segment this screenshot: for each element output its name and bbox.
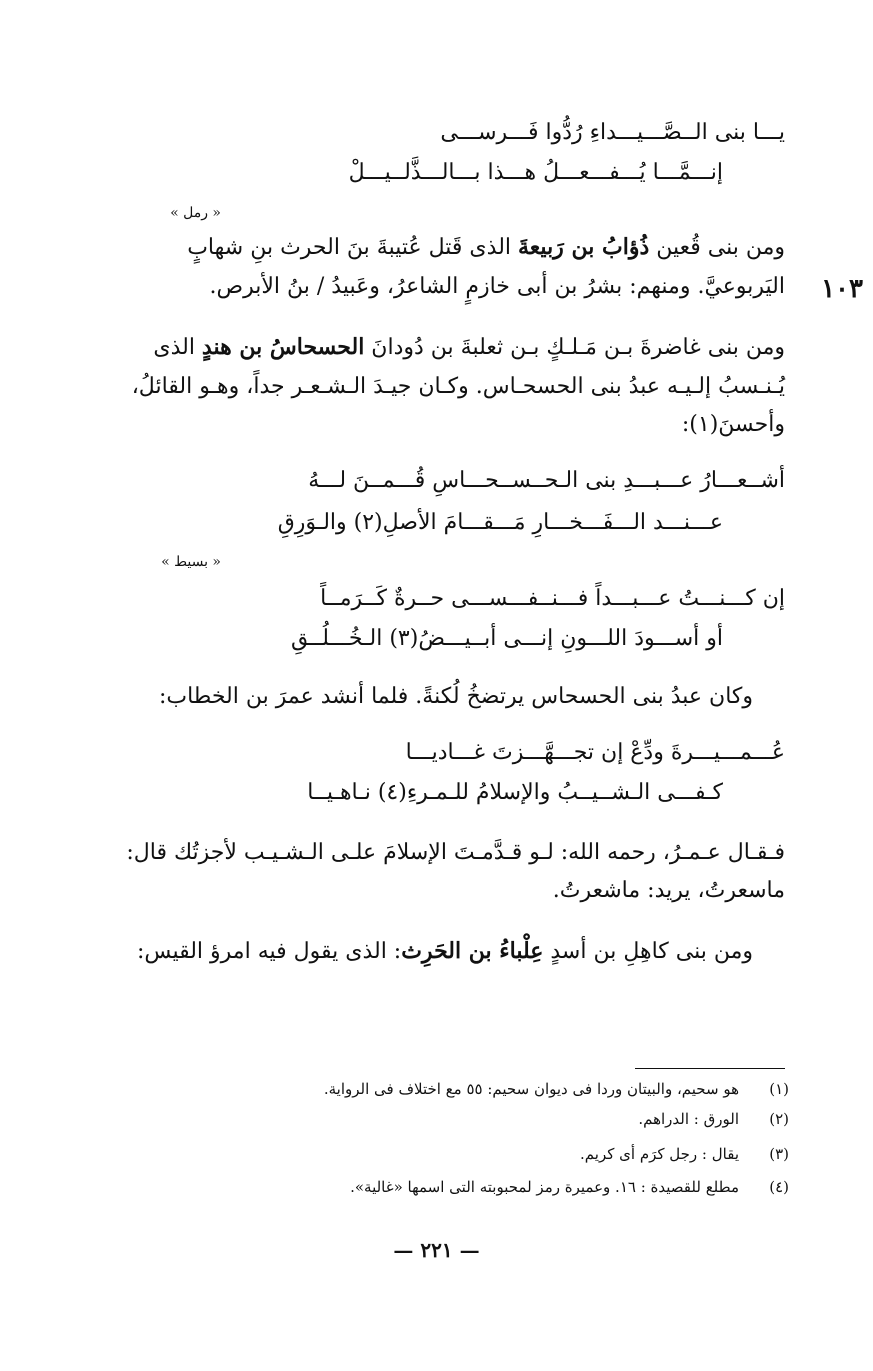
text-run: ومن بنى كاهِلِ بن أسدٍ	[543, 939, 753, 964]
margin-folio-number: ١٠٣	[821, 274, 863, 304]
text-run: : الذى يقول فيه امرؤ القيس:	[137, 939, 402, 964]
verse-line: إنـــمَّـــا يُـــفـــعـــلُ هـــذا بـــالـــذَّلــيـــلْ	[348, 160, 723, 185]
person-name: عِلْباءُ بن الحَرِث	[401, 938, 544, 964]
footnote	[324, 1078, 789, 1100]
footnote-number: (٤)	[769, 1178, 789, 1196]
prose-line: وأحسنَ(١):	[681, 412, 785, 437]
page-number: — ٢٢١ —	[393, 1238, 480, 1262]
text-run: ومن بنى قُعين	[649, 235, 785, 260]
prose-line: ماسعرتُ، يريد: ماشعرتُ.	[552, 878, 785, 903]
prose-line: فـقـال عـمـرُ، رحمه الله: لـو قـدَّمـتَ الإسلامَ علـى الـشـيـب لأجزتُك قال:	[126, 840, 785, 865]
text-run: الذى	[153, 335, 202, 360]
verse-line: كـفـــى الـشــيــبُ والإسلامُ للـمـرءِ(٤) نـاهـيــا	[307, 780, 723, 805]
footnote-text: يقال : رجل كرَم أى كريم.	[580, 1145, 739, 1163]
footnote-number: (٢)	[769, 1110, 789, 1128]
meter-label: « بسيط »	[161, 554, 221, 570]
footnote-number: (٣)	[769, 1145, 789, 1163]
prose-line	[110, 232, 785, 263]
footnote-text: الورق : الدراهم.	[638, 1110, 739, 1128]
footnote-text: مطلع للقصيدة : ١٦. وعميرة رمز لمحبوبته التى اسمها «غالية».	[350, 1178, 739, 1196]
verse-line: عُـــمـــيـــرةَ ودِّعْ إن تجـــهَّـــزتَ غـــاديـــا	[405, 740, 785, 765]
text-run: الذى قَتل عُتيبةَ بنَ الحرث بنِ شهابٍ	[187, 235, 519, 260]
prose-line: اليَربوعيَّ. ومنهم: بشرُ بن أبى خازمٍ الشاعرُ، وعَبيدُ / بنُ الأبرص.	[209, 274, 785, 299]
text-run: ومن بنى غاضرةَ بـن مَـلـكٍ بـن ثعلبةَ بن دُودانَ	[364, 335, 785, 360]
verse-line: أشــعـــارُ عـــبـــدِ بنى الـحــســحـــاسِ قُـــمــنَ لـــهُ	[308, 468, 785, 493]
meter-label: « رمل »	[170, 205, 221, 221]
verse-line: إن كـــنـــتُ عـــبـــداً فـــنــفـــســـى حــرةٌ كَــرَمــاً	[320, 586, 785, 611]
prose-line	[110, 332, 785, 363]
footnote-number: (١)	[769, 1080, 789, 1098]
person-name: ذُؤابُ بن رَبيعةَ	[518, 234, 650, 260]
footnote-text: هو سحيم، والبيتان وردا فى ديوان سحيم: ٥٥ مع اختلاف فى الرواية.	[323, 1080, 739, 1098]
person-name: الحسحاسُ بن هندٍ	[201, 334, 365, 360]
footnote	[580, 1143, 789, 1165]
verse-line: يـــا بنى الــصَّـــيـــداءِ رُدُّوا فَـــرســـى	[440, 120, 785, 145]
footnote-separator	[635, 1068, 785, 1069]
footnote	[350, 1176, 789, 1198]
prose-line: وكان عبدُ بنى الحسحاس يرتضخُ لُكنةً. فلما أنشد عمرَ بن الخطاب:	[158, 684, 753, 709]
prose-line	[137, 936, 753, 967]
verse-line: عـــنـــد الـــفَـــخـــارِ مَـــقـــامَ الأصلِ(٢) والـوَرِقِ	[277, 510, 723, 535]
verse-line: أو أســـودَ اللـــونِ إنـــى أبــيـــضُ(٣) الـخُـــلُــقِ	[291, 626, 723, 651]
footnote	[638, 1108, 789, 1130]
prose-line: يُـنـسبُ إلـيـه عبدُ بنى الحسحـاس. وكـان جيـدَ الـشـعـر جداً، وهـو القائلُ،	[131, 374, 785, 399]
